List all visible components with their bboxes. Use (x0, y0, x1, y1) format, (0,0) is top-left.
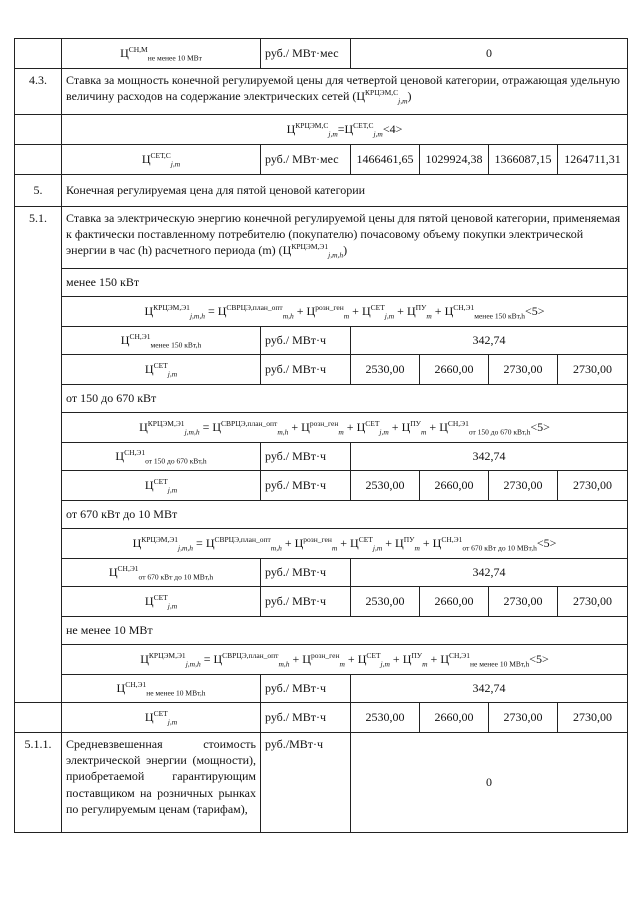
table-row (15, 501, 628, 529)
group-heading: менее 150 кВт (62, 269, 628, 297)
value-cell: 0 (351, 39, 628, 69)
value-cell: 2530,00 (351, 471, 420, 501)
formula-cell: $Ц^{КРЦЭМ,Э1}_{j,m,h} = Ц^{СВРЦЭ,план\_опт}_{m,h} + Ц^{розн\_ген}_m + Ц^{СЕТ}_{j,m} + Ц^{ПУ}_m + Ц^{СН,Э1}_{не менее 10 МВт,h}<5>$ (62, 645, 628, 675)
value-cell: 2730,00 (489, 703, 558, 733)
value-cell: 342,74 (351, 559, 628, 587)
formula-cell: $Ц^{СЕТ}_{j,m}$ (62, 471, 261, 501)
formula-cell: $Ц^{СН,Э1}_{не менее 10 МВт,h}$ (62, 675, 261, 703)
value-cell: 2530,00 (351, 703, 420, 733)
formula-cell: $Ц^{СЕТ}_{j,m}$ (62, 355, 261, 385)
formula-cell: $Ц^{КРЦЭМ,Э1}_{j,m,h} = Ц^{СВРЦЭ,план\_опт}_{m,h} + Ц^{розн\_ген}_m + Ц^{СЕТ}_{j,m} + Ц^{ПУ}_m + Ц^{СН,Э1}_{от 150 до 670 кВт,h}<5>$ (62, 413, 628, 443)
section-number: 5. (15, 175, 62, 207)
value-cell: 2730,00 (558, 471, 628, 501)
unit-cell: руб./ МВт·мес (261, 39, 351, 69)
table-row (15, 327, 628, 355)
table-row (15, 385, 628, 413)
table-row (15, 587, 628, 617)
table-row (15, 559, 628, 587)
table-row (15, 703, 628, 733)
table-row (15, 443, 628, 471)
value-cell: 342,74 (351, 675, 628, 703)
table-row (15, 69, 628, 115)
section-text: Средневзвешенная стоимость электрической энергии (мощности), приобретаемой гарантирующим поставщиком на розничных рынках по регулируемым ценам (тарифам), (62, 733, 261, 833)
value-cell: 2730,00 (489, 587, 558, 617)
formula-cell: $Ц^{СЕТ}_{j,m}$ (62, 587, 261, 617)
value-cell: 1264711,31 (558, 145, 628, 175)
unit-cell: руб./ МВт·ч (261, 471, 351, 501)
value-cell: 2530,00 (351, 355, 420, 385)
value-cell: 1029924,38 (420, 145, 489, 175)
table-row (15, 145, 628, 175)
unit-cell: руб./ МВт·ч (261, 703, 351, 733)
unit-cell: руб./ МВт·ч (261, 587, 351, 617)
unit-cell: руб./ МВт·ч (261, 675, 351, 703)
value-cell: 1466461,65 (351, 145, 420, 175)
formula-cell: $Ц^{КРЦЭМ,С}_{j,m}=Ц^{СЕТ,С}_{j,m}<4>$ (62, 115, 628, 145)
value-cell: 2660,00 (420, 703, 489, 733)
formula-cell: $Ц^{СЕТ}_{j,m}$ (62, 703, 261, 733)
value-cell: 342,74 (351, 327, 628, 355)
table-row (15, 297, 628, 327)
value-cell: 2730,00 (558, 703, 628, 733)
table-row (15, 39, 628, 69)
group-heading: от 150 до 670 кВт (62, 385, 628, 413)
group-heading: не менее 10 МВт (62, 617, 628, 645)
section-number: 4.3. (15, 69, 62, 115)
unit-cell: руб./ МВт·ч (261, 559, 351, 587)
section-number: 5.1.1. (15, 733, 62, 833)
group-heading: от 670 кВт до 10 МВт (62, 501, 628, 529)
value-cell: 2730,00 (558, 587, 628, 617)
unit-cell: руб./ МВт·ч (261, 327, 351, 355)
unit-cell: руб./МВт·ч (261, 733, 351, 833)
value-cell: 2660,00 (420, 587, 489, 617)
section-number: 5.1. (15, 207, 62, 703)
table-row (15, 529, 628, 559)
section-text: Ставка за электрическую энергию конечной регулируемой цены для пятой ценовой категории, применяемая к фактически поставленному потребителю (покупателю) почасовому объему покупки электрической энергии в час (h) расчетного периода (m) $(Ц^{КРЦЭМ,Э1}_{j,m,h})$ (62, 207, 628, 269)
table-row (15, 675, 628, 703)
formula-cell: $Ц^{СН,Э1}_{менее 150 кВт,h}$ (62, 327, 261, 355)
table-row (15, 617, 628, 645)
value-cell: 2660,00 (420, 471, 489, 501)
formula-cell: $Ц^{СЕТ,С}_{j,m}$ (62, 145, 261, 175)
table-row (15, 175, 628, 207)
section-text: Конечная регулируемая цена для пятой ценовой категории (62, 175, 628, 207)
formula-cell: $Ц^{СН,Э1}_{от 150 до 670 кВт,h}$ (62, 443, 261, 471)
tariff-table (14, 38, 628, 833)
formula-cell: $Ц^{СН,М}_{не менее 10 МВт}$ (62, 39, 261, 69)
table-row (15, 115, 628, 145)
formula-cell: $Ц^{СН,Э1}_{от 670 кВт до 10 МВт,h}$ (62, 559, 261, 587)
unit-cell: руб./ МВт·мес (261, 145, 351, 175)
value-cell: 1366087,15 (489, 145, 558, 175)
table-row (15, 413, 628, 443)
table-row (15, 645, 628, 675)
formula-cell: $Ц^{КРЦЭМ,Э1}_{j,m,h} = Ц^{СВРЦЭ,план\_опт}_{m,h} + Ц^{розн\_ген}_m + Ц^{СЕТ}_{j,m} + Ц^{ПУ}_m + Ц^{СН,Э1}_{менее 150 кВт,h}<5>$ (62, 297, 628, 327)
table-row (15, 733, 628, 833)
table-row (15, 207, 628, 269)
unit-cell: руб./ МВт·ч (261, 355, 351, 385)
section-text: Ставка за мощность конечной регулируемой цены для четвертой ценовой категории, отражающая удельную величину расходов на содержание электрических сетей $(Ц^{КРЦЭМ,С}_{j,m})$ (62, 69, 628, 115)
value-cell: 2730,00 (558, 355, 628, 385)
value-cell: 2730,00 (489, 355, 558, 385)
value-cell: 342,74 (351, 443, 628, 471)
table-row (15, 471, 628, 501)
value-cell: 2730,00 (489, 471, 558, 501)
value-cell: 2530,00 (351, 587, 420, 617)
value-cell: 0 (351, 733, 628, 833)
value-cell: 2660,00 (420, 355, 489, 385)
table-row (15, 269, 628, 297)
unit-cell: руб./ МВт·ч (261, 443, 351, 471)
formula-cell: $Ц^{КРЦЭМ,Э1}_{j,m,h} = Ц^{СВРЦЭ,план\_опт}_{m,h} + Ц^{розн\_ген}_m + Ц^{СЕТ}_{j,m} + Ц^{ПУ}_m + Ц^{СН,Э1}_{от 670 кВт до 10 МВт,h}<5>$ (62, 529, 628, 559)
table-row (15, 355, 628, 385)
